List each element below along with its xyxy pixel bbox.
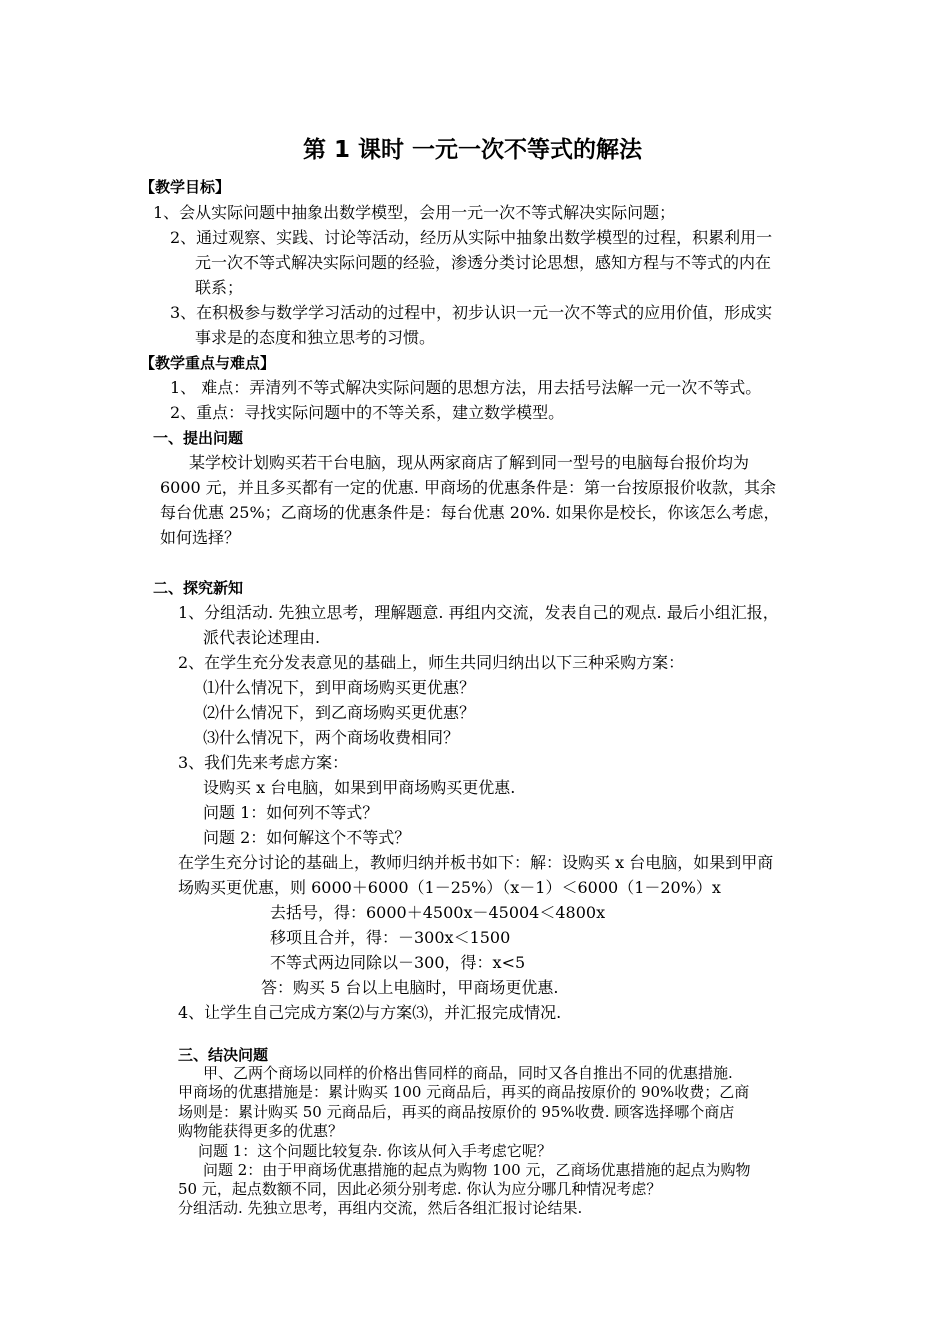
section1-heading: 一、提出问题 bbox=[153, 429, 244, 447]
keypoints-heading: 【教学重点与难点】 bbox=[140, 354, 276, 372]
section3-line: 购物能获得更多的优惠？ bbox=[178, 1122, 344, 1140]
section1-line: 某学校计划购买若干台电脑，现从两家商店了解到同一型号的电脑每台报价均为 bbox=[189, 453, 750, 472]
section2-line: 3、我们先来考虑方案： bbox=[178, 753, 349, 772]
section2-line: 派代表论述理由. bbox=[203, 628, 321, 647]
objective-line: 3、在积极参与数学学习活动的过程中，初步认识一元一次不等式的应用价值，形成实 bbox=[170, 303, 773, 322]
section1-line: 6000 元，并且多买都有一定的优惠. 甲商场的优惠条件是：第一台按原报价收款，其余 bbox=[160, 478, 776, 497]
section2-line: 设购买 x 台电脑，如果到甲商场购买更优惠. bbox=[203, 778, 516, 797]
objective-line: 事求是的态度和独立思考的习惯。 bbox=[195, 328, 436, 347]
section3-line: 问题 1：这个问题比较复杂. 你该从何入手考虑它呢？ bbox=[198, 1142, 552, 1160]
objectives-heading: 【教学目标】 bbox=[140, 178, 231, 196]
solution-step: 移项且合并，得：－300x＜1500 bbox=[270, 928, 511, 947]
section2-heading: 二、探究新知 bbox=[153, 579, 244, 597]
plan-option: ⑶什么情况下，两个商场收费相同？ bbox=[203, 728, 460, 747]
section3-line: 50 元，起点数额不同，因此必须分别考虑. 你认为应分哪几种情况考虑？ bbox=[178, 1180, 662, 1198]
section1-line: 每台优惠 25%；乙商场的优惠条件是：每台优惠 20%. 如果你是校长，你该怎么考虑， bbox=[160, 503, 780, 522]
question-line: 问题 2：如何解这个不等式？ bbox=[203, 828, 411, 847]
section2-line: 4、让学生自己完成方案⑵与方案⑶，并汇报完成情况. bbox=[178, 1003, 562, 1022]
section3-heading: 三、结决问题 bbox=[178, 1046, 269, 1064]
plan-option: ⑴什么情况下，到甲商场购买更优惠？ bbox=[203, 678, 476, 697]
solution-step: 去括号，得：6000＋4500x－45004＜4800x bbox=[270, 903, 606, 922]
section3-line: 场则是：累计购买 50 元商品后，再买的商品按原价的 95%收费. 顾客选择哪个商店 bbox=[178, 1103, 735, 1121]
objective-line: 1、会从实际问题中抽象出数学模型，会用一元一次不等式解决实际问题； bbox=[153, 203, 676, 222]
solution-step: 不等式两边同除以－300，得：x<5 bbox=[270, 953, 526, 972]
section2-line: 1、分组活动. 先独立思考，理解题意. 再组内交流，发表自己的观点. 最后小组汇报， bbox=[178, 603, 779, 622]
section2-line: 在学生充分讨论的基础上，教师归纳并板书如下：解：设购买 x 台电脑，如果到甲商 bbox=[178, 853, 774, 872]
objective-line: 元一次不等式解决实际问题的经验，渗透分类讨论思想，感知方程与不等式的内在 bbox=[195, 253, 772, 272]
keypoint-line: 2、重点：寻找实际问题中的不等关系，建立数学模型。 bbox=[170, 403, 565, 422]
keypoint-line: 1、 难点：弄清列不等式解决实际问题的思想方法，用去括号法解一元一次不等式。 bbox=[170, 378, 762, 397]
section3-line: 甲商场的优惠措施是：累计购买 100 元商品后，再买的商品按原价的 90%收费；乙商 bbox=[178, 1083, 750, 1101]
plan-option: ⑵什么情况下，到乙商场购买更优惠？ bbox=[203, 703, 476, 722]
question-line: 问题 1：如何列不等式？ bbox=[203, 803, 379, 822]
section2-line: 2、在学生充分发表意见的基础上，师生共同归纳出以下三种采购方案： bbox=[178, 653, 685, 672]
section1-line: 如何选择？ bbox=[160, 528, 241, 547]
section3-line: 甲、乙两个商场以同样的价格出售同样的商品，同时又各自推出不同的优惠措施. bbox=[203, 1064, 733, 1082]
solution-answer: 答：购买 5 台以上电脑时，甲商场更优惠. bbox=[261, 978, 559, 997]
section3-line: 问题 2：由于甲商场优惠措施的起点为购物 100 元，乙商场优惠措施的起点为购物 bbox=[203, 1161, 751, 1179]
section3-line: 分组活动. 先独立思考，再组内交流，然后各组汇报讨论结果. bbox=[178, 1199, 583, 1217]
objective-line: 联系； bbox=[195, 278, 244, 297]
objective-line: 2、通过观察、实践、讨论等活动，经历从实际中抽象出数学模型的过程，积累利用一 bbox=[170, 228, 773, 247]
inequality-line: 场购买更优惠，则 6000＋6000（1－25%）（x－1）＜6000（1－20%）x bbox=[178, 878, 721, 897]
document-title: 第 1 课时 一元一次不等式的解法 bbox=[303, 137, 643, 163]
